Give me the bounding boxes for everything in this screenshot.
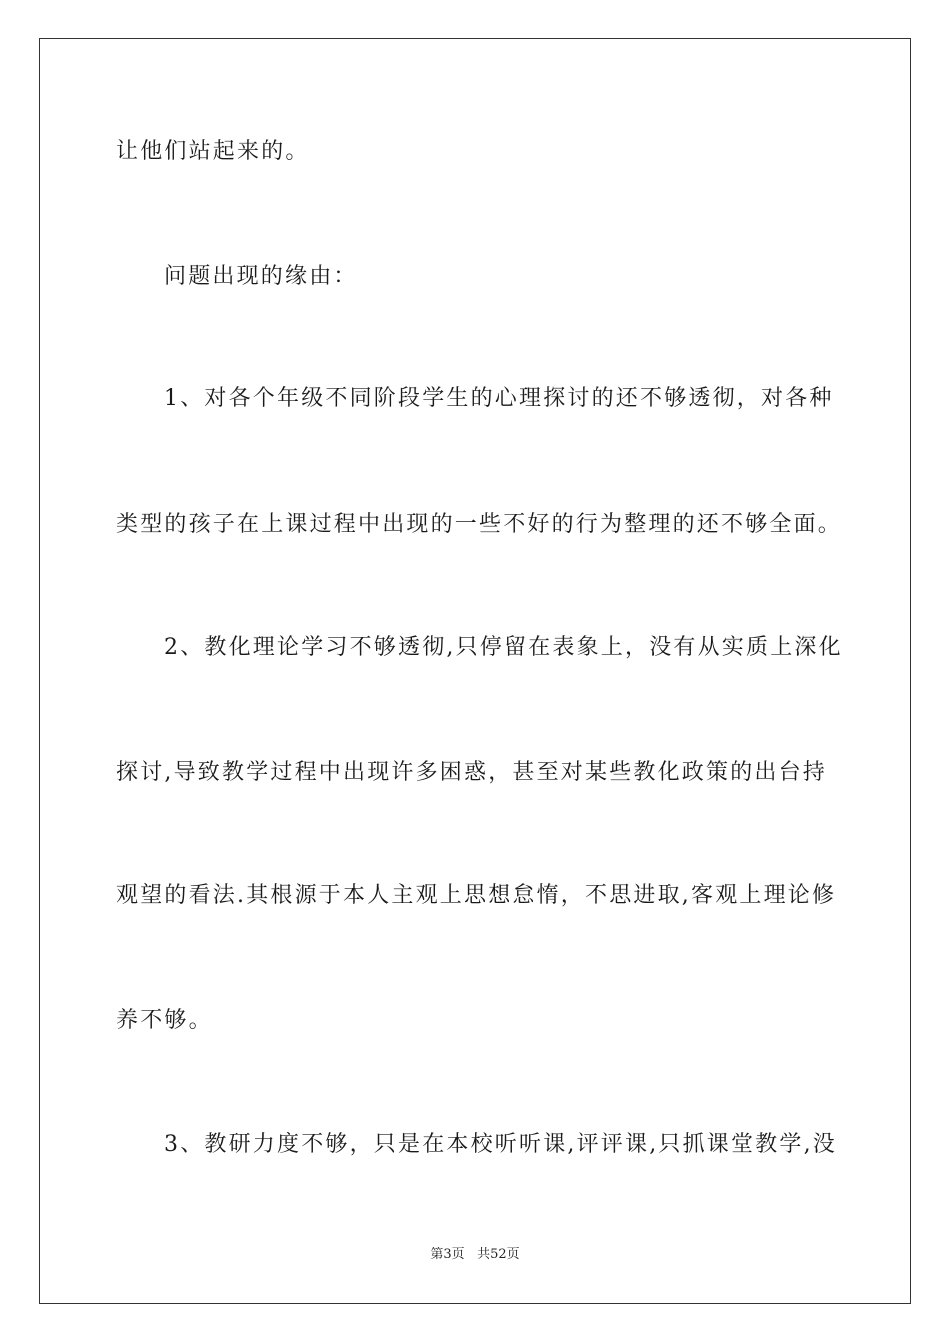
page-border <box>39 38 911 1304</box>
page-total: 共52页 <box>477 1247 520 1262</box>
text-line: 类型的孩子在上课过程中出现的一些不好的行为整理的还不够全面。 <box>116 512 843 537</box>
text-line: 1、对各个年级不同阶段学生的心理探讨的还不够透彻，对各种 <box>164 386 834 411</box>
text-line: 让他们站起来的。 <box>116 139 310 164</box>
text-line: 观望的看法.其根源于本人主观上思想怠惰，不思进取,客观上理论修 <box>116 883 837 908</box>
text-line: 2、教化理论学习不够透彻,只停留在表象上，没有从实质上深化 <box>164 635 843 660</box>
page-footer <box>0 1246 950 1264</box>
text-line: 探讨,导致教学过程中出现许多困惑，甚至对某些教化政策的出台持 <box>116 760 827 785</box>
text-line-heading: 问题出现的缘由： <box>164 264 358 289</box>
page-number: 第3页 <box>430 1247 465 1262</box>
text-line: 养不够。 <box>116 1008 213 1033</box>
text-line: 3、教研力度不够，只是在本校听听课,评评课,只抓课堂教学,没 <box>164 1132 837 1157</box>
